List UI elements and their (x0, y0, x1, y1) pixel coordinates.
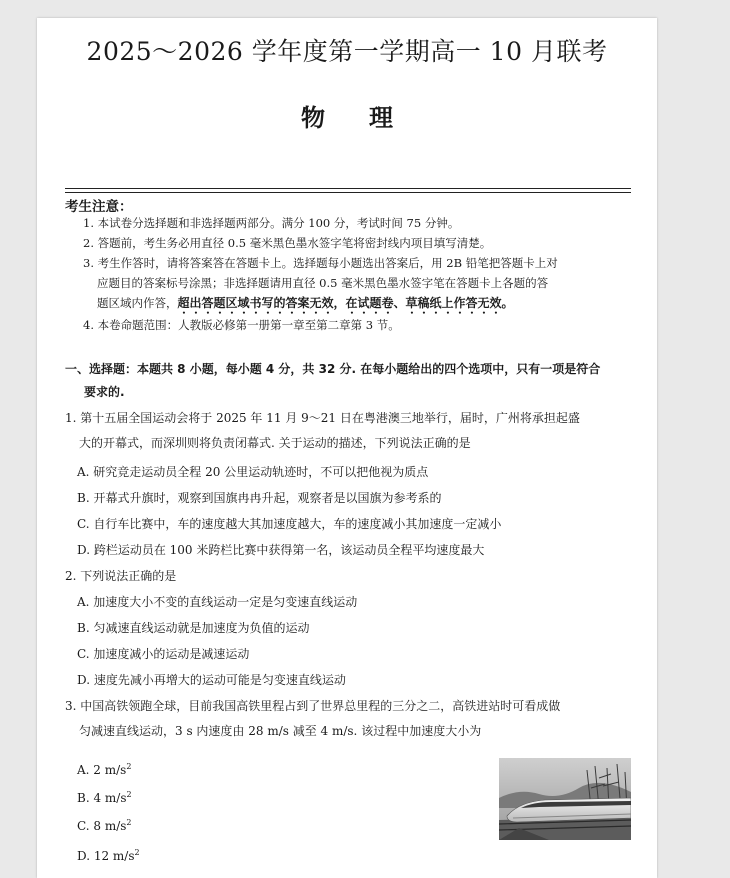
train-illustration (499, 758, 631, 840)
question-stem (65, 694, 635, 744)
option-a: A. 2 $m/s^2$ (77, 762, 132, 777)
subject-heading (37, 98, 657, 133)
notice-text: 题区域内作答， (97, 296, 178, 310)
option-b: B. 开幕式升旗时，观察到国旗冉冉升起，观察者是以国旗为参考系的 (77, 491, 442, 505)
notice-item: 4. 本卷命题范围：人教版必修第一册第一章至第二章第 3 节。 (83, 318, 400, 332)
notice-emphasis: 超出答题区域书写的答案无效，在试题卷、草稿纸上作答无效。 (177, 296, 514, 310)
header-divider (65, 188, 631, 189)
notice-line (83, 293, 635, 317)
option-c: C. 自行车比赛中，车的速度越大其加速度越大，车的速度减小其加速度一定减小 (77, 517, 502, 531)
option-a: A. 研究竞走运动员全程 20 公里运动轨迹时，不可以把他视为质点 (77, 465, 429, 479)
stem-line: 匀减速直线运动，3 s 内速度由 28 m/s 减至 4 m/s. 该过程中加速度大小为 (79, 724, 482, 738)
question-stem (65, 564, 635, 589)
section-line: 要求的. (84, 385, 125, 399)
question-stem (65, 406, 635, 456)
exam-title: 2025～2026 学年度第一学期高一 10 月联考 (86, 37, 608, 66)
notice-item: 1. 本试卷分选择题和非选择题两部分。满分 100 分，考试时间 75 分钟。 (83, 216, 460, 230)
option-d: D. 跨栏运动员在 100 米跨栏比赛中获得第一名，该运动员全程平均速度最大 (77, 543, 485, 557)
stem-line: 1. 第十五届全国运动会将于 2025 年 11 月 9～21 日在粤港澳三地举行，届时，广州将承担起盛 (65, 411, 580, 425)
stem-line: 3. 中国高铁领跑全球，目前我国高铁里程占到了世界总里程的三分之二，高铁进站时可看成做 (65, 699, 561, 713)
subject-char: 物 (301, 104, 325, 132)
notice-line: 应题目的答案标号涂黑；非选择题请用直径 0.5 毫米黑色墨水签字笔在答题卡上各题的答 (97, 276, 549, 290)
option-d: D. 速度先减小再增大的运动可能是匀变速直线运动 (77, 673, 346, 687)
subject-char: 理 (369, 104, 393, 132)
notice-line: 3. 考生作答时，请将答案答在答题卡上。选择题每小题选出答案后，用 2B 铅笔把答题卡上对 (83, 256, 558, 270)
stem-line: 大的开幕式，而深圳则将负责闭幕式. 关于运动的描述，下列说法正确的是 (79, 436, 471, 450)
option-b: B. 4 $m/s^2$ (77, 790, 132, 805)
option-a: A. 加速度大小不变的直线运动一定是匀变速直线运动 (77, 595, 358, 609)
notice-item (83, 253, 635, 317)
option-d: D. 12 $m/s^2$ (77, 848, 140, 863)
notice-heading: 考生注意： (65, 199, 133, 215)
header-divider (65, 192, 631, 193)
option-c: C. 8 $m/s^2$ (77, 818, 132, 833)
section-heading (65, 358, 635, 404)
option-c: C. 加速度减小的运动是减速运动 (77, 647, 250, 661)
stem-line: 2. 下列说法正确的是 (65, 569, 177, 583)
option-b: B. 匀减速直线运动就是加速度为负值的运动 (77, 621, 310, 635)
section-line: 一、选择题：本题共 8 小题，每小题 4 分，共 32 分. 在每小题给出的四个选项中，只有一项是符合 (65, 362, 601, 376)
exam-page (37, 18, 657, 878)
notice-item: 2. 答题前，考生务必用直径 0.5 毫米黑色墨水签字笔将密封线内项目填写清楚。 (83, 236, 492, 250)
high-speed-train-photo (499, 758, 631, 840)
